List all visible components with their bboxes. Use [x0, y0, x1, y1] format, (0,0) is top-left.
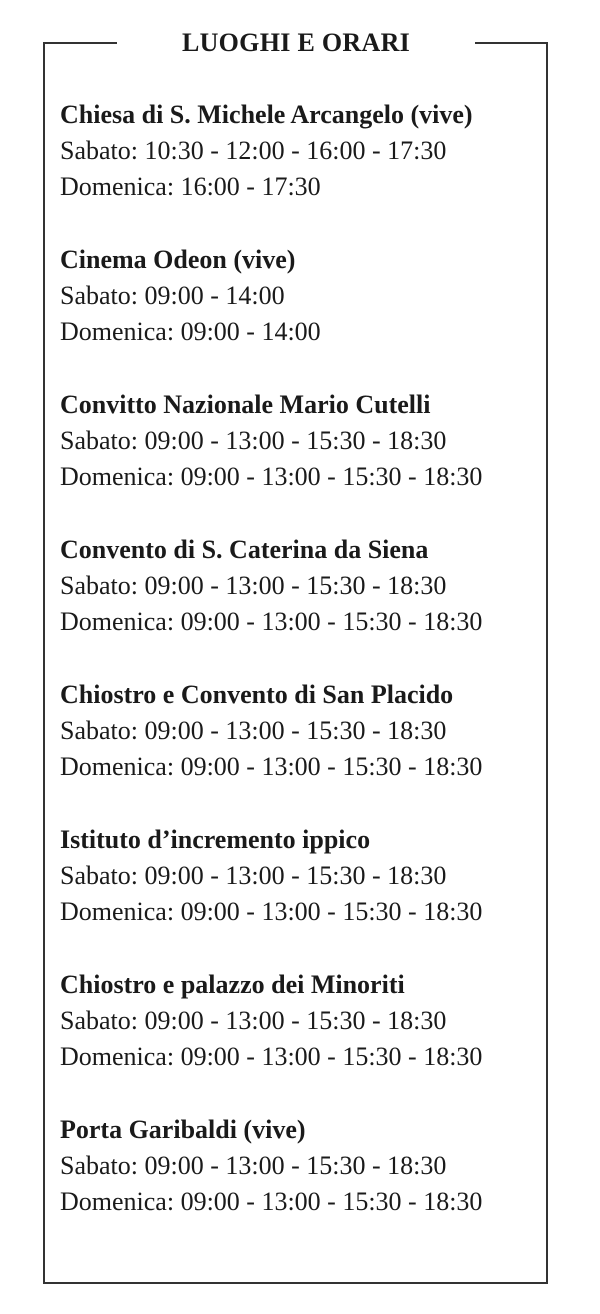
venue-item: [60, 386, 546, 531]
venue-name: Convitto Nazionale Mario Cutelli: [60, 390, 431, 419]
venue-item: [60, 676, 546, 821]
venue-list: [60, 96, 546, 1256]
venue-item: [60, 821, 546, 966]
page-title: LUOGHI E ORARI: [181, 28, 411, 57]
venue-name: Convento di S. Caterina da Siena: [60, 535, 429, 564]
venue-item: [60, 1111, 546, 1256]
venue-sunday-hours: Domenica: 09:00 - 14:00: [60, 317, 321, 346]
frame-top-right-rule: [475, 42, 548, 44]
venue-saturday-hours: Sabato: 09:00 - 14:00: [60, 281, 285, 310]
venue-saturday-hours: Sabato: 09:00 - 13:00 - 15:30 - 18:30: [60, 1151, 447, 1180]
venue-item: [60, 96, 546, 241]
frame-top-left-rule: [43, 42, 117, 44]
venue-name: Istituto d’incremento ippico: [60, 825, 371, 854]
venue-name: Cinema Odeon (vive): [60, 245, 296, 274]
venue-sunday-hours: Domenica: 16:00 - 17:30: [60, 172, 321, 201]
venue-item: [60, 966, 546, 1111]
venue-saturday-hours: Sabato: 10:30 - 12:00 - 16:00 - 17:30: [60, 136, 447, 165]
venue-sunday-hours: Domenica: 09:00 - 13:00 - 15:30 - 18:30: [60, 1187, 483, 1216]
venue-sunday-hours: Domenica: 09:00 - 13:00 - 15:30 - 18:30: [60, 1042, 483, 1071]
venue-name: Chiostro e Convento di San Placido: [60, 680, 454, 709]
venue-saturday-hours: Sabato: 09:00 - 13:00 - 15:30 - 18:30: [60, 1006, 447, 1035]
venue-sunday-hours: Domenica: 09:00 - 13:00 - 15:30 - 18:30: [60, 897, 483, 926]
venue-sunday-hours: Domenica: 09:00 - 13:00 - 15:30 - 18:30: [60, 607, 483, 636]
venue-saturday-hours: Sabato: 09:00 - 13:00 - 15:30 - 18:30: [60, 571, 447, 600]
venue-item: [60, 531, 546, 676]
venue-name: Porta Garibaldi (vive): [60, 1115, 306, 1144]
venue-saturday-hours: Sabato: 09:00 - 13:00 - 15:30 - 18:30: [60, 426, 447, 455]
venue-saturday-hours: Sabato: 09:00 - 13:00 - 15:30 - 18:30: [60, 716, 447, 745]
venue-item: [60, 241, 546, 386]
venue-sunday-hours: Domenica: 09:00 - 13:00 - 15:30 - 18:30: [60, 462, 483, 491]
venue-name: Chiesa di S. Michele Arcangelo (vive): [60, 100, 473, 129]
venue-sunday-hours: Domenica: 09:00 - 13:00 - 15:30 - 18:30: [60, 752, 483, 781]
venue-saturday-hours: Sabato: 09:00 - 13:00 - 15:30 - 18:30: [60, 861, 447, 890]
venue-name: Chiostro e palazzo dei Minoriti: [60, 970, 405, 999]
